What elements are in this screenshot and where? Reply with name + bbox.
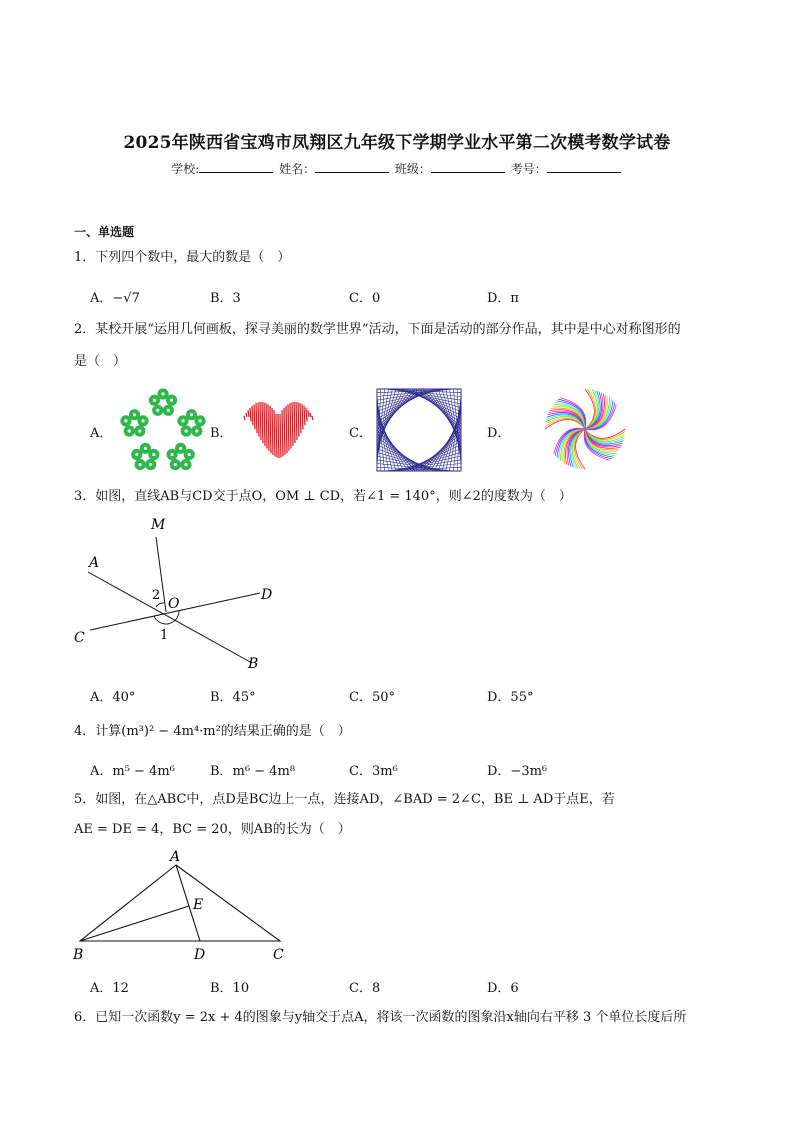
label-b: B (73, 947, 84, 963)
q4-option-a: A．m⁵ − 4m⁶ (90, 764, 175, 779)
q4-option-d: D．−3m⁶ (487, 764, 548, 779)
school-blank (199, 160, 273, 173)
number-label: 考号： (510, 162, 547, 176)
square-spiral-figure (376, 388, 462, 472)
q2-option-c: C． (349, 426, 372, 441)
name-label: 姓名： (279, 162, 316, 176)
student-info-line (0, 160, 794, 177)
q2-option-d: D． (487, 426, 511, 441)
q4-option-b: B．m⁶ − 4m⁸ (210, 764, 296, 779)
label-c: C (74, 630, 85, 646)
label-a: A (89, 555, 100, 571)
q2-option-a: A． (90, 426, 113, 441)
q4-option-c: C．3m⁶ (349, 764, 398, 779)
q1-option-b: B．3 (210, 291, 241, 306)
question-5-stem-line2: AE = DE = 4，BC = 20，则AB的长为（ ） (74, 822, 351, 837)
label-o: O (168, 596, 180, 612)
number-blank (547, 160, 621, 173)
q3-option-c: C．50° (349, 690, 395, 705)
q1-option-a: A．−√7 (90, 291, 140, 306)
q3-lines-figure (70, 515, 273, 675)
angle-2-arc (156, 603, 164, 607)
line-ab (88, 572, 252, 663)
label-d: D (194, 947, 206, 963)
question-2-stem-line2: 是（ ） (74, 354, 127, 369)
heart-lines-figure (242, 394, 314, 464)
question-2-stem-line1: 2．某校开展“运用几何画板，探寻美丽的数学世界”活动，下面是活动的部分作品，其中是中心对称图形的 (74, 322, 681, 337)
q2-option-b: B． (210, 426, 233, 441)
page-title: 2025年陕西省宝鸡市凤翔区九年级下学期学业水平第二次模考数学试卷 (123, 133, 671, 153)
q3-option-d: D．55° (487, 690, 534, 705)
label-e: E (193, 897, 204, 913)
question-3-stem: 3．如图，直线AB与CD交于点O，OM ⊥ CD，若∠1 = 140°，则∠2的度数为（ ） (74, 489, 572, 504)
fractal-pentagon-figure (118, 388, 208, 474)
segment-be (80, 906, 189, 941)
label-m: M (151, 517, 166, 533)
q3-option-a: A．40° (90, 690, 136, 705)
label-c: C (273, 947, 284, 963)
q3-option-b: B．45° (210, 690, 256, 705)
label-angle-1: 1 (160, 628, 169, 643)
rainbow-pinwheel-figure (536, 384, 634, 474)
q5-option-a: A．12 (90, 981, 129, 996)
question-5-stem-line1: 5．如图，在△ABC中，点D是BC边上一点，连接AD，∠BAD = 2∠C，BE ⊥ AD于点E，若 (74, 792, 615, 807)
name-blank (315, 160, 389, 173)
question-1-stem: 1．下列四个数中，最大的数是（ ） (74, 250, 291, 265)
q1-option-c: C．0 (349, 291, 381, 306)
label-angle-2: 2 (152, 588, 161, 603)
class-label: 班级： (394, 162, 431, 176)
label-b: B (248, 656, 259, 672)
q1-option-d: D．π (487, 291, 519, 306)
section-heading: 一、单选题 (74, 225, 135, 239)
label-a: A (170, 849, 181, 865)
q5-option-b: B．10 (210, 981, 250, 996)
q5-triangle-figure (68, 845, 298, 965)
label-d: D (261, 587, 273, 603)
school-label: 学校: (171, 162, 200, 176)
q5-option-d: D．6 (487, 981, 519, 996)
class-blank (431, 160, 505, 173)
q5-option-c: C．8 (349, 981, 381, 996)
question-4-stem: 4．计算(m³)² − 4m⁴·m²的结果正确的是（ ） (74, 724, 351, 739)
question-6-stem: 6．已知一次函数y = 2x + 4的图象与y轴交于点A，将该一次函数的图象沿x轴向右平移 3 个单位长度后所 (74, 1010, 687, 1025)
